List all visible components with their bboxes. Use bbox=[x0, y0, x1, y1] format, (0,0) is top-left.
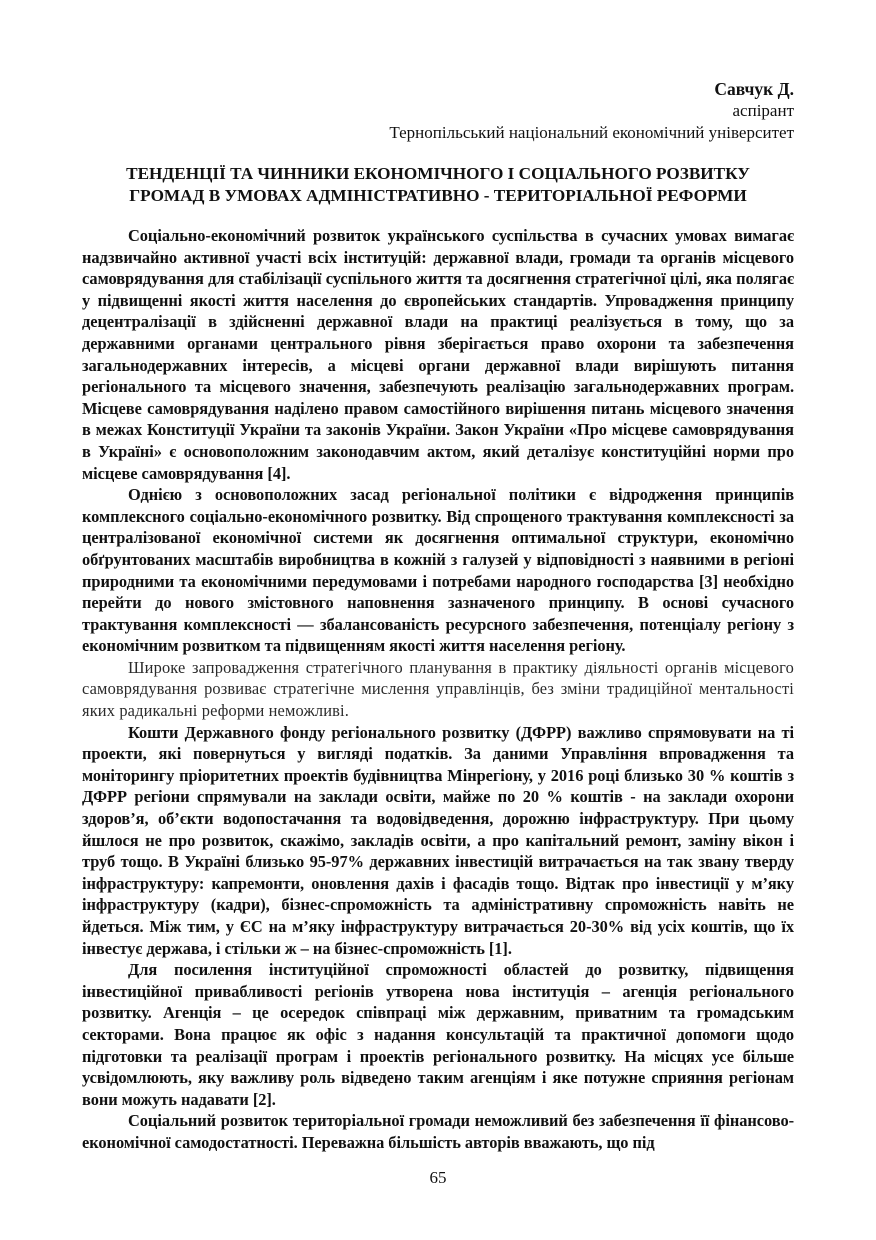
paragraph: Однією з основоположних засад регіональної політики є відродження принципів комплексного соціально-економічного розвитку. Від спрощеного трактування комплексності за централізованої економічної системи як досягнення оптимальної структури, економічно обґрунтованих масштабів виробництва в кожній з галузей у відповідності з наявними в регіоні природними та економічними передумовами і потребами народного господарства [3] необхідно перейти до нового змістовного наповнення зазначеного принципу. В основі сучасного трактування комплексності — збалансованість ресурсного забезпечення, потенціалу регіону з економічним розвитком та підвищенням якості життя населення регіону. bbox=[82, 485, 794, 656]
author-block bbox=[82, 78, 794, 144]
paragraph: Кошти Державного фонду регіонального розвитку (ДФРР) важливо спрямовувати на ті проекти, які повернуться у вигляді податків. За даними Управління впровадження та моніторингу пріоритетних проектів будівництва Мінрегіону, у 2016 році близько 30 % коштів з ДФРР регіони спрямували на заклади освіти, майже по 20 % коштів - на заклади охорони здоров’я, об’єкти водопостачання та водовідведення, дорожню інфраструктуру. При цьому йшлося не про розвиток, скажімо, закладів освіти, а про капітальний ремонт, заміну вікон і труб тощо. В Україні близько 95-97% державних інвестицій витрачається на так звану тверду інфраструктуру: капремонти, оновлення дахів і фасадів тощо. Відтак про інвестиції у м’яку інфраструктуру (кадри), бізнес-спроможність та адміністративну спроможність навіть не йдеться. Між тим, у ЄС на м’яку інфраструктуру витрачається 20-30% від усіх коштів, що їх інвестує держава, і стільки ж – на бізнес-спроможність [1]. bbox=[82, 722, 794, 958]
article-title-line-1: ТЕНДЕНЦІЇ ТА ЧИННИКИ ЕКОНОМІЧНОГО І СОЦІАЛЬНОГО РОЗВИТКУ bbox=[126, 164, 750, 183]
author-affiliation: Тернопільський національний економічний університет bbox=[389, 123, 794, 142]
paragraph: Для посилення інституційної спроможності областей до розвитку, підвищення інвестиційної привабливості регіонів утворена нова інституція – агенція регіонального розвитку. Агенція – це осередок співпраці між державним, приватним та громадським секторами. Вона працює як офіс з надання консультацій та практичної допомоги щодо підготовки та реалізації програм і проектів регіонального розвитку. На місцях усе більше усвідомлюють, яку важливу роль відведено таким агенціям і яке потужне сприяння регіонам вони можуть надавати [2]. bbox=[82, 960, 794, 1109]
paragraph: Соціально-економічний розвиток українського суспільства в сучасних умовах вимагає надзвичайно активної участі всіх інституцій: державної влади, громади та органів місцевого самоврядування для стабілізації суспільного життя та досягнення стратегічної цілі, яка полягає у підвищенні якості життя населення до європейських стандартів. Упровадження принципу децентралізації в здійсненні державної влади на практиці реалізується в тому, що за державними органами центрального рівня зберігається право охорони та забезпечення загальнодержавних інтересів, а місцеві органи державної влади вирішують питання регіонального та місцевого значення, забезпечують реалізацію загальнодержавних програм. Місцеве самоврядування наділено правом самостійного вирішення питань місцевого значення в межах Конституції України та законів України. Закон України «Про місцеве самоврядування в Україні» є основоположним законодавчим актом, який деталізує конституційні норми про місцеве самоврядування [4]. bbox=[82, 226, 794, 483]
article-title bbox=[82, 163, 794, 207]
author-name: Савчук Д. bbox=[714, 79, 794, 99]
paragraph: Широке запровадження стратегічного планування в практику діяльності органів місцевого самоврядування розвиває стратегічне мислення управлінців, без зміни традиційної ментальності яких радикальні реформи неможливі. bbox=[82, 657, 794, 721]
article-body bbox=[82, 225, 794, 1154]
paragraph: Соціальний розвиток територіальної громади неможливий без забезпечення її фінансово-економічної самодостатності. Переважна більшість авторів вважають, що під bbox=[82, 1111, 794, 1152]
article-title-line-2: ГРОМАД В УМОВАХ АДМІНІСТРАТИВНО - ТЕРИТОРІАЛЬНОЇ РЕФОРМИ bbox=[129, 186, 747, 205]
author-role: аспірант bbox=[732, 101, 794, 120]
page-number: 65 bbox=[429, 1168, 447, 1187]
